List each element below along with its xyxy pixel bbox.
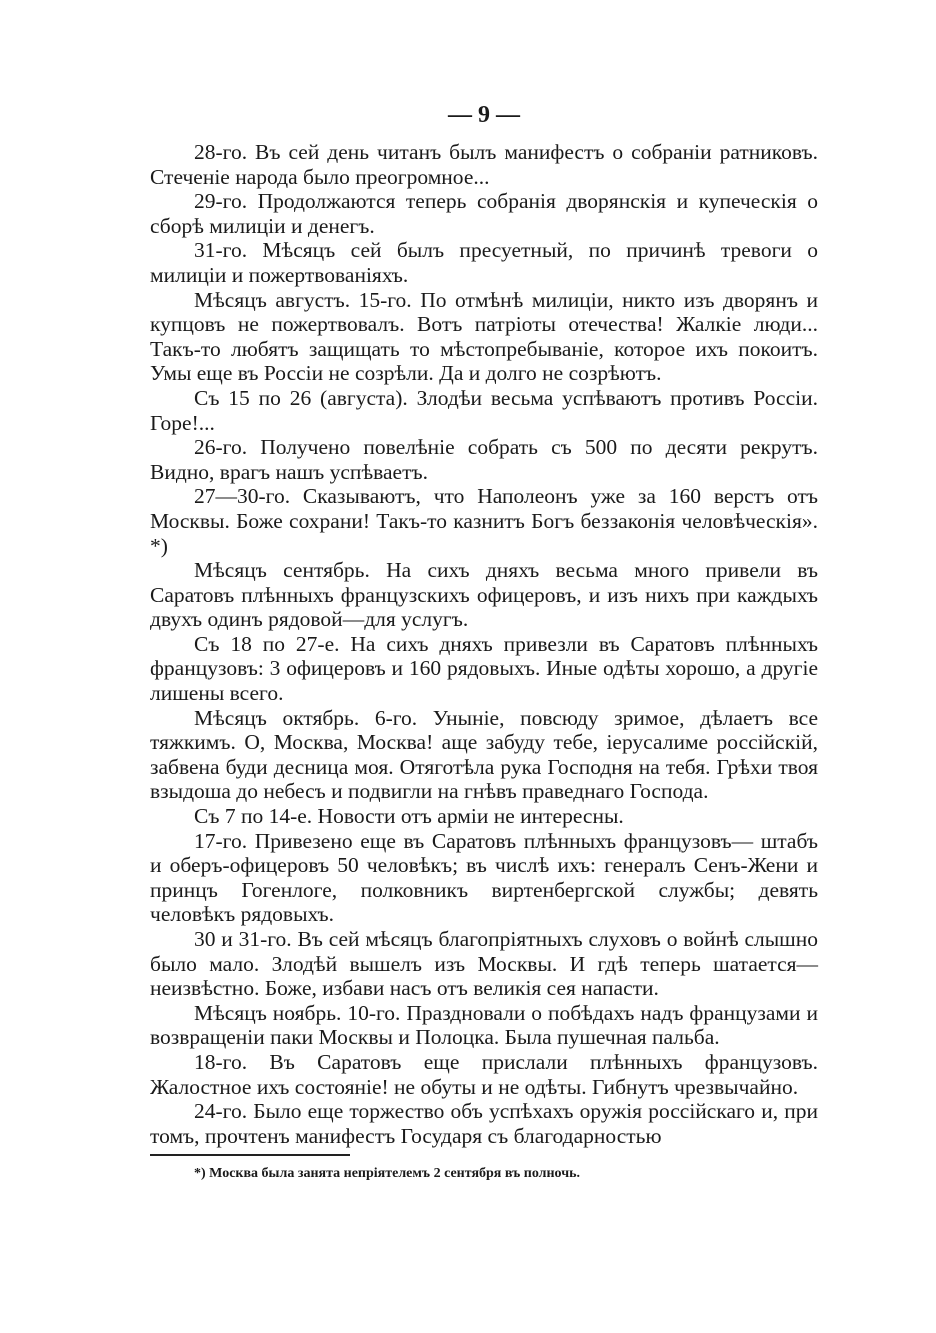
paragraph: 28-го. Въ сей день читанъ былъ манифестъ о собраніи ратниковъ. Стеченіе народа было преогромное...: [150, 140, 818, 189]
page-number: — 9 —: [448, 102, 520, 128]
paragraph: Мѣсяцъ сентябрь. На сихъ дняхъ весьма много привели въ Саратовъ плѣнныхъ французскихъ офицеровъ, и изъ нихъ при каждыхъ двухъ одинъ рядовой—для услугъ.: [150, 558, 818, 632]
paragraph: 29-го. Продолжаются теперь собранія дворянскія и купеческія о сборѣ милиціи и денегъ.: [150, 189, 818, 238]
paragraph: 18-го. Въ Саратовъ еще прислали плѣнныхъ французовъ. Жалостное ихъ состояніе! не обуты и не одѣты. Гибнутъ чрезвычайно.: [150, 1049, 818, 1099]
paragraph: 24-го. Было еще торжество объ успѣхахъ оружія россійскаго и, при томъ, прочтенъ манифестъ Государя съ благодарностью: [150, 1099, 818, 1148]
paragraph: Мѣсяцъ ноябрь. 10-го. Праздновали о побѣдахъ надъ французами и возвращеніи паки Москвы и Полоцка. Была пушечная пальба.: [150, 1000, 818, 1050]
body-text: [150, 140, 818, 1148]
paragraph: 30 и 31-го. Въ сей мѣсяцъ благопріятныхъ слуховъ о войнѣ слышно было мало. Злодѣй вышелъ изъ Москвы. И гдѣ теперь шатается—неизвѣстно. Боже, избави насъ отъ великія сея напасти.: [150, 927, 818, 1001]
paragraph: Съ 15 по 26 (августа). Злодѣи весьма успѣваютъ противъ Россіи. Горе!...: [150, 385, 818, 435]
paragraph: 26-го. Получено повелѣніе собрать съ 500 по десяти рекрутъ. Видно, врагъ нашъ успѣваетъ.: [150, 435, 818, 484]
paragraph: Мѣсяцъ октябрь. 6-го. Уныніе, повсюду зримое, дѣлаетъ все тяжкимъ. О, Москва, Москва! аще забуду тебе, іерусалиме россійскій, забвена буди десница моя. Отяготѣла рука Господня на тебя. Грѣхи твоя взыдоша до небесъ и подвигли на гнѣвъ праведнаго Господа.: [150, 705, 818, 804]
document-page: [150, 98, 818, 1184]
paragraph: 27—30-го. Сказываютъ, что Наполеонъ уже за 160 верстъ отъ Москвы. Боже сохрани! Такъ-то казнитъ Богъ беззаконія человѣческія». *): [150, 484, 818, 558]
paragraph: Съ 7 по 14-е. Новости отъ арміи не интересны.: [194, 804, 624, 829]
paragraph: 17-го. Привезено еще въ Саратовъ плѣнныхъ французовъ— штабъ и оберъ-офицеровъ 50 человѣкъ; въ числѣ ихъ: генералъ Сенъ-Жени и принцъ Гогенлоге, полковникъ виртенбергской службы; девять человѣкъ рядовыхъ.: [150, 828, 818, 927]
paragraph: Съ 18 по 27-е. На сихъ дняхъ привезли въ Саратовъ плѣнныхъ французовъ: 3 офицеровъ и 160 рядовыхъ. Иные одѣты хорошо, а другіе лишены всего.: [150, 631, 818, 706]
footnote: *) Москва была занята непріятелемъ 2 сентября въ полночь.: [194, 1166, 580, 1182]
paragraph: Мѣсяцъ августъ. 15-го. По отмѣнѣ милиціи, никто изъ дворянъ и купцовъ не пожертвовалъ. Вотъ патріоты отечества! Жалкіе люди... Такъ-то любятъ защищать то мѣстопребываніе, которое ихъ покоитъ. Умы еще въ Россіи не созрѣли. Да и долго не созрѣютъ.: [150, 287, 818, 386]
footnote-divider: [150, 1154, 350, 1156]
paragraph: 31-го. Мѣсяцъ сей былъ пресуетный, по причинѣ тревоги о милиціи и пожертвованіяхъ.: [150, 238, 818, 287]
